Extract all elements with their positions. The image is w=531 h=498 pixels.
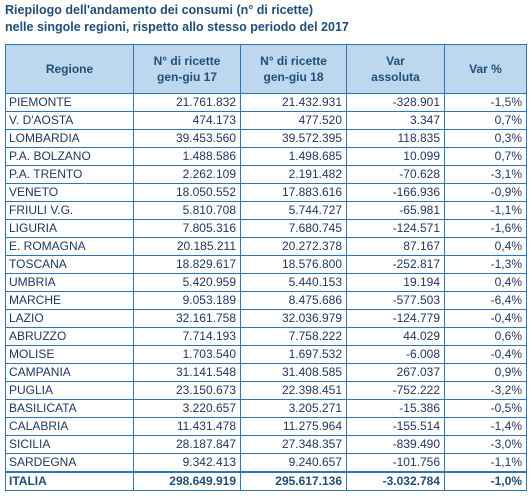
- table-row: [6, 112, 527, 130]
- table-row: [6, 94, 527, 112]
- cell-var-pct: -6,4%: [445, 292, 527, 310]
- title-line-2: nelle singole regioni, rispetto allo stesso periodo del 2017: [5, 20, 349, 34]
- total-ricette-17: 298.649.919: [134, 472, 241, 491]
- table-row: [6, 148, 527, 166]
- table-row: [6, 346, 527, 364]
- cell-var-pct: -1,6%: [445, 220, 527, 238]
- cell-var-pct: -1,5%: [445, 94, 527, 112]
- table-row: [6, 238, 527, 256]
- cell-ricette-17: 1.488.586: [134, 148, 241, 166]
- cell-regione: SICILIA: [6, 436, 134, 454]
- cell-ricette-17: 7.714.193: [134, 328, 241, 346]
- cell-ricette-18: 3.205.271: [241, 400, 347, 418]
- cell-regione: SARDEGNA: [6, 454, 134, 473]
- cell-var-pct: 0,7%: [445, 112, 527, 130]
- cell-var-assoluta: -101.756: [347, 454, 445, 473]
- cell-var-assoluta: -328.901: [347, 94, 445, 112]
- cell-regione: TOSCANA: [6, 256, 134, 274]
- cell-ricette-18: 477.520: [241, 112, 347, 130]
- table-row: [6, 400, 527, 418]
- header-ricette-18-line1: N° di ricette: [260, 54, 327, 68]
- cell-ricette-17: 31.141.548: [134, 364, 241, 382]
- cell-var-assoluta: -839.490: [347, 436, 445, 454]
- cell-var-pct: -0,9%: [445, 184, 527, 202]
- cell-var-assoluta: 267.037: [347, 364, 445, 382]
- cell-ricette-17: 21.761.832: [134, 94, 241, 112]
- cell-regione: UMBRIA: [6, 274, 134, 292]
- table-row: [6, 202, 527, 220]
- cell-var-pct: -0,4%: [445, 346, 527, 364]
- cell-var-pct: -3,2%: [445, 382, 527, 400]
- consumption-table: [5, 44, 527, 491]
- cell-var-pct: -1,3%: [445, 256, 527, 274]
- total-var-pct: -1,0%: [445, 472, 527, 491]
- cell-ricette-17: 28.187.847: [134, 436, 241, 454]
- cell-var-assoluta: 118.835: [347, 130, 445, 148]
- cell-ricette-17: 23.150.673: [134, 382, 241, 400]
- cell-regione: E. ROMAGNA: [6, 238, 134, 256]
- table-row: [6, 364, 527, 382]
- header-regione: Regione: [6, 45, 134, 94]
- cell-ricette-18: 9.240.657: [241, 454, 347, 473]
- cell-ricette-17: 9.053.189: [134, 292, 241, 310]
- cell-regione: BASILICATA: [6, 400, 134, 418]
- cell-ricette-17: 9.342.413: [134, 454, 241, 473]
- header-ricette-18: [241, 45, 347, 94]
- cell-var-pct: -0,4%: [445, 310, 527, 328]
- cell-regione: PIEMONTE: [6, 94, 134, 112]
- cell-var-assoluta: -752.222: [347, 382, 445, 400]
- table-row: [6, 130, 527, 148]
- cell-ricette-18: 27.348.357: [241, 436, 347, 454]
- cell-ricette-18: 32.036.979: [241, 310, 347, 328]
- cell-ricette-18: 11.275.964: [241, 418, 347, 436]
- cell-regione: LOMBARDIA: [6, 130, 134, 148]
- cell-var-pct: 0,4%: [445, 274, 527, 292]
- cell-ricette-17: 18.050.552: [134, 184, 241, 202]
- header-var-line2: assoluta: [371, 70, 420, 84]
- cell-var-assoluta: 19.194: [347, 274, 445, 292]
- header-row: [6, 45, 527, 94]
- cell-var-pct: 0,3%: [445, 130, 527, 148]
- cell-ricette-18: 17.883.616: [241, 184, 347, 202]
- header-ricette-18-line2: gen-giu 18: [263, 70, 324, 84]
- table-row: [6, 220, 527, 238]
- cell-var-pct: 0,6%: [445, 328, 527, 346]
- cell-ricette-17: 11.431.478: [134, 418, 241, 436]
- header-ricette-17: [134, 45, 241, 94]
- total-regione: ITALIA: [6, 472, 134, 491]
- cell-var-assoluta: -124.779: [347, 310, 445, 328]
- cell-ricette-17: 18.829.617: [134, 256, 241, 274]
- cell-regione: P.A. BOLZANO: [6, 148, 134, 166]
- cell-ricette-17: 1.703.540: [134, 346, 241, 364]
- header-ricette-17-line1: N° di ricette: [153, 54, 221, 68]
- cell-ricette-17: 7.805.316: [134, 220, 241, 238]
- cell-var-assoluta: -577.503: [347, 292, 445, 310]
- cell-var-assoluta: -166.936: [347, 184, 445, 202]
- cell-ricette-18: 1.697.532: [241, 346, 347, 364]
- cell-var-pct: -1,1%: [445, 202, 527, 220]
- cell-ricette-18: 20.272.378: [241, 238, 347, 256]
- cell-var-assoluta: -65.981: [347, 202, 445, 220]
- cell-ricette-18: 21.432.931: [241, 94, 347, 112]
- cell-var-assoluta: -15.386: [347, 400, 445, 418]
- cell-ricette-18: 31.408.585: [241, 364, 347, 382]
- table-row: [6, 310, 527, 328]
- title-line-1: Riepilogo dell'andamento dei consumi (n° di ricette): [5, 3, 314, 17]
- cell-ricette-18: 5.744.727: [241, 202, 347, 220]
- table-row: [6, 328, 527, 346]
- cell-ricette-18: 18.576.800: [241, 256, 347, 274]
- total-var-assoluta: -3.032.784: [347, 472, 445, 491]
- cell-ricette-18: 7.758.222: [241, 328, 347, 346]
- table-row: [6, 382, 527, 400]
- cell-ricette-18: 5.440.153: [241, 274, 347, 292]
- cell-ricette-18: 2.191.482: [241, 166, 347, 184]
- cell-regione: PUGLIA: [6, 382, 134, 400]
- cell-var-pct: 0,9%: [445, 364, 527, 382]
- table-row: [6, 292, 527, 310]
- total-ricette-18: 295.617.136: [241, 472, 347, 491]
- total-row: [6, 472, 527, 491]
- cell-ricette-18: 39.572.395: [241, 130, 347, 148]
- cell-regione: CALABRIA: [6, 418, 134, 436]
- cell-ricette-17: 3.220.657: [134, 400, 241, 418]
- cell-ricette-18: 7.680.745: [241, 220, 347, 238]
- cell-ricette-17: 32.161.758: [134, 310, 241, 328]
- cell-regione: VENETO: [6, 184, 134, 202]
- table-row: [6, 274, 527, 292]
- cell-ricette-17: 39.453.560: [134, 130, 241, 148]
- cell-var-assoluta: -6.008: [347, 346, 445, 364]
- cell-ricette-17: 474.173: [134, 112, 241, 130]
- cell-regione: CAMPANIA: [6, 364, 134, 382]
- table-row: [6, 454, 527, 473]
- table-row: [6, 418, 527, 436]
- table-row: [6, 166, 527, 184]
- cell-ricette-17: 5.810.708: [134, 202, 241, 220]
- cell-var-assoluta: 44.029: [347, 328, 445, 346]
- cell-var-pct: 0,7%: [445, 148, 527, 166]
- table-row: [6, 256, 527, 274]
- table-row: [6, 184, 527, 202]
- cell-regione: V. D'AOSTA: [6, 112, 134, 130]
- cell-ricette-17: 20.185.211: [134, 238, 241, 256]
- cell-var-pct: -1,1%: [445, 454, 527, 473]
- cell-ricette-18: 1.498.685: [241, 148, 347, 166]
- cell-var-assoluta: 3.347: [347, 112, 445, 130]
- cell-var-pct: -3,1%: [445, 166, 527, 184]
- cell-var-assoluta: -70.628: [347, 166, 445, 184]
- report-title: [5, 2, 349, 36]
- cell-var-pct: -0,5%: [445, 400, 527, 418]
- table-row: [6, 436, 527, 454]
- cell-var-assoluta: 87.167: [347, 238, 445, 256]
- cell-regione: MARCHE: [6, 292, 134, 310]
- cell-regione: MOLISE: [6, 346, 134, 364]
- cell-regione: ABRUZZO: [6, 328, 134, 346]
- cell-ricette-18: 8.475.686: [241, 292, 347, 310]
- cell-ricette-18: 22.398.451: [241, 382, 347, 400]
- cell-var-assoluta: -252.817: [347, 256, 445, 274]
- cell-regione: FRIULI V.G.: [6, 202, 134, 220]
- cell-regione: LIGURIA: [6, 220, 134, 238]
- cell-var-pct: -3,0%: [445, 436, 527, 454]
- cell-var-assoluta: 10.099: [347, 148, 445, 166]
- cell-ricette-17: 2.262.109: [134, 166, 241, 184]
- header-var-pct: Var %: [445, 45, 527, 94]
- cell-regione: P.A. TRENTO: [6, 166, 134, 184]
- cell-var-assoluta: -124.571: [347, 220, 445, 238]
- header-ricette-17-line2: gen-giu 17: [156, 70, 217, 84]
- cell-regione: LAZIO: [6, 310, 134, 328]
- header-var-line1: Var: [386, 54, 405, 68]
- header-var-assoluta: [347, 45, 445, 94]
- cell-var-pct: 0,4%: [445, 238, 527, 256]
- cell-ricette-17: 5.420.959: [134, 274, 241, 292]
- cell-var-assoluta: -155.514: [347, 418, 445, 436]
- cell-var-pct: -1,4%: [445, 418, 527, 436]
